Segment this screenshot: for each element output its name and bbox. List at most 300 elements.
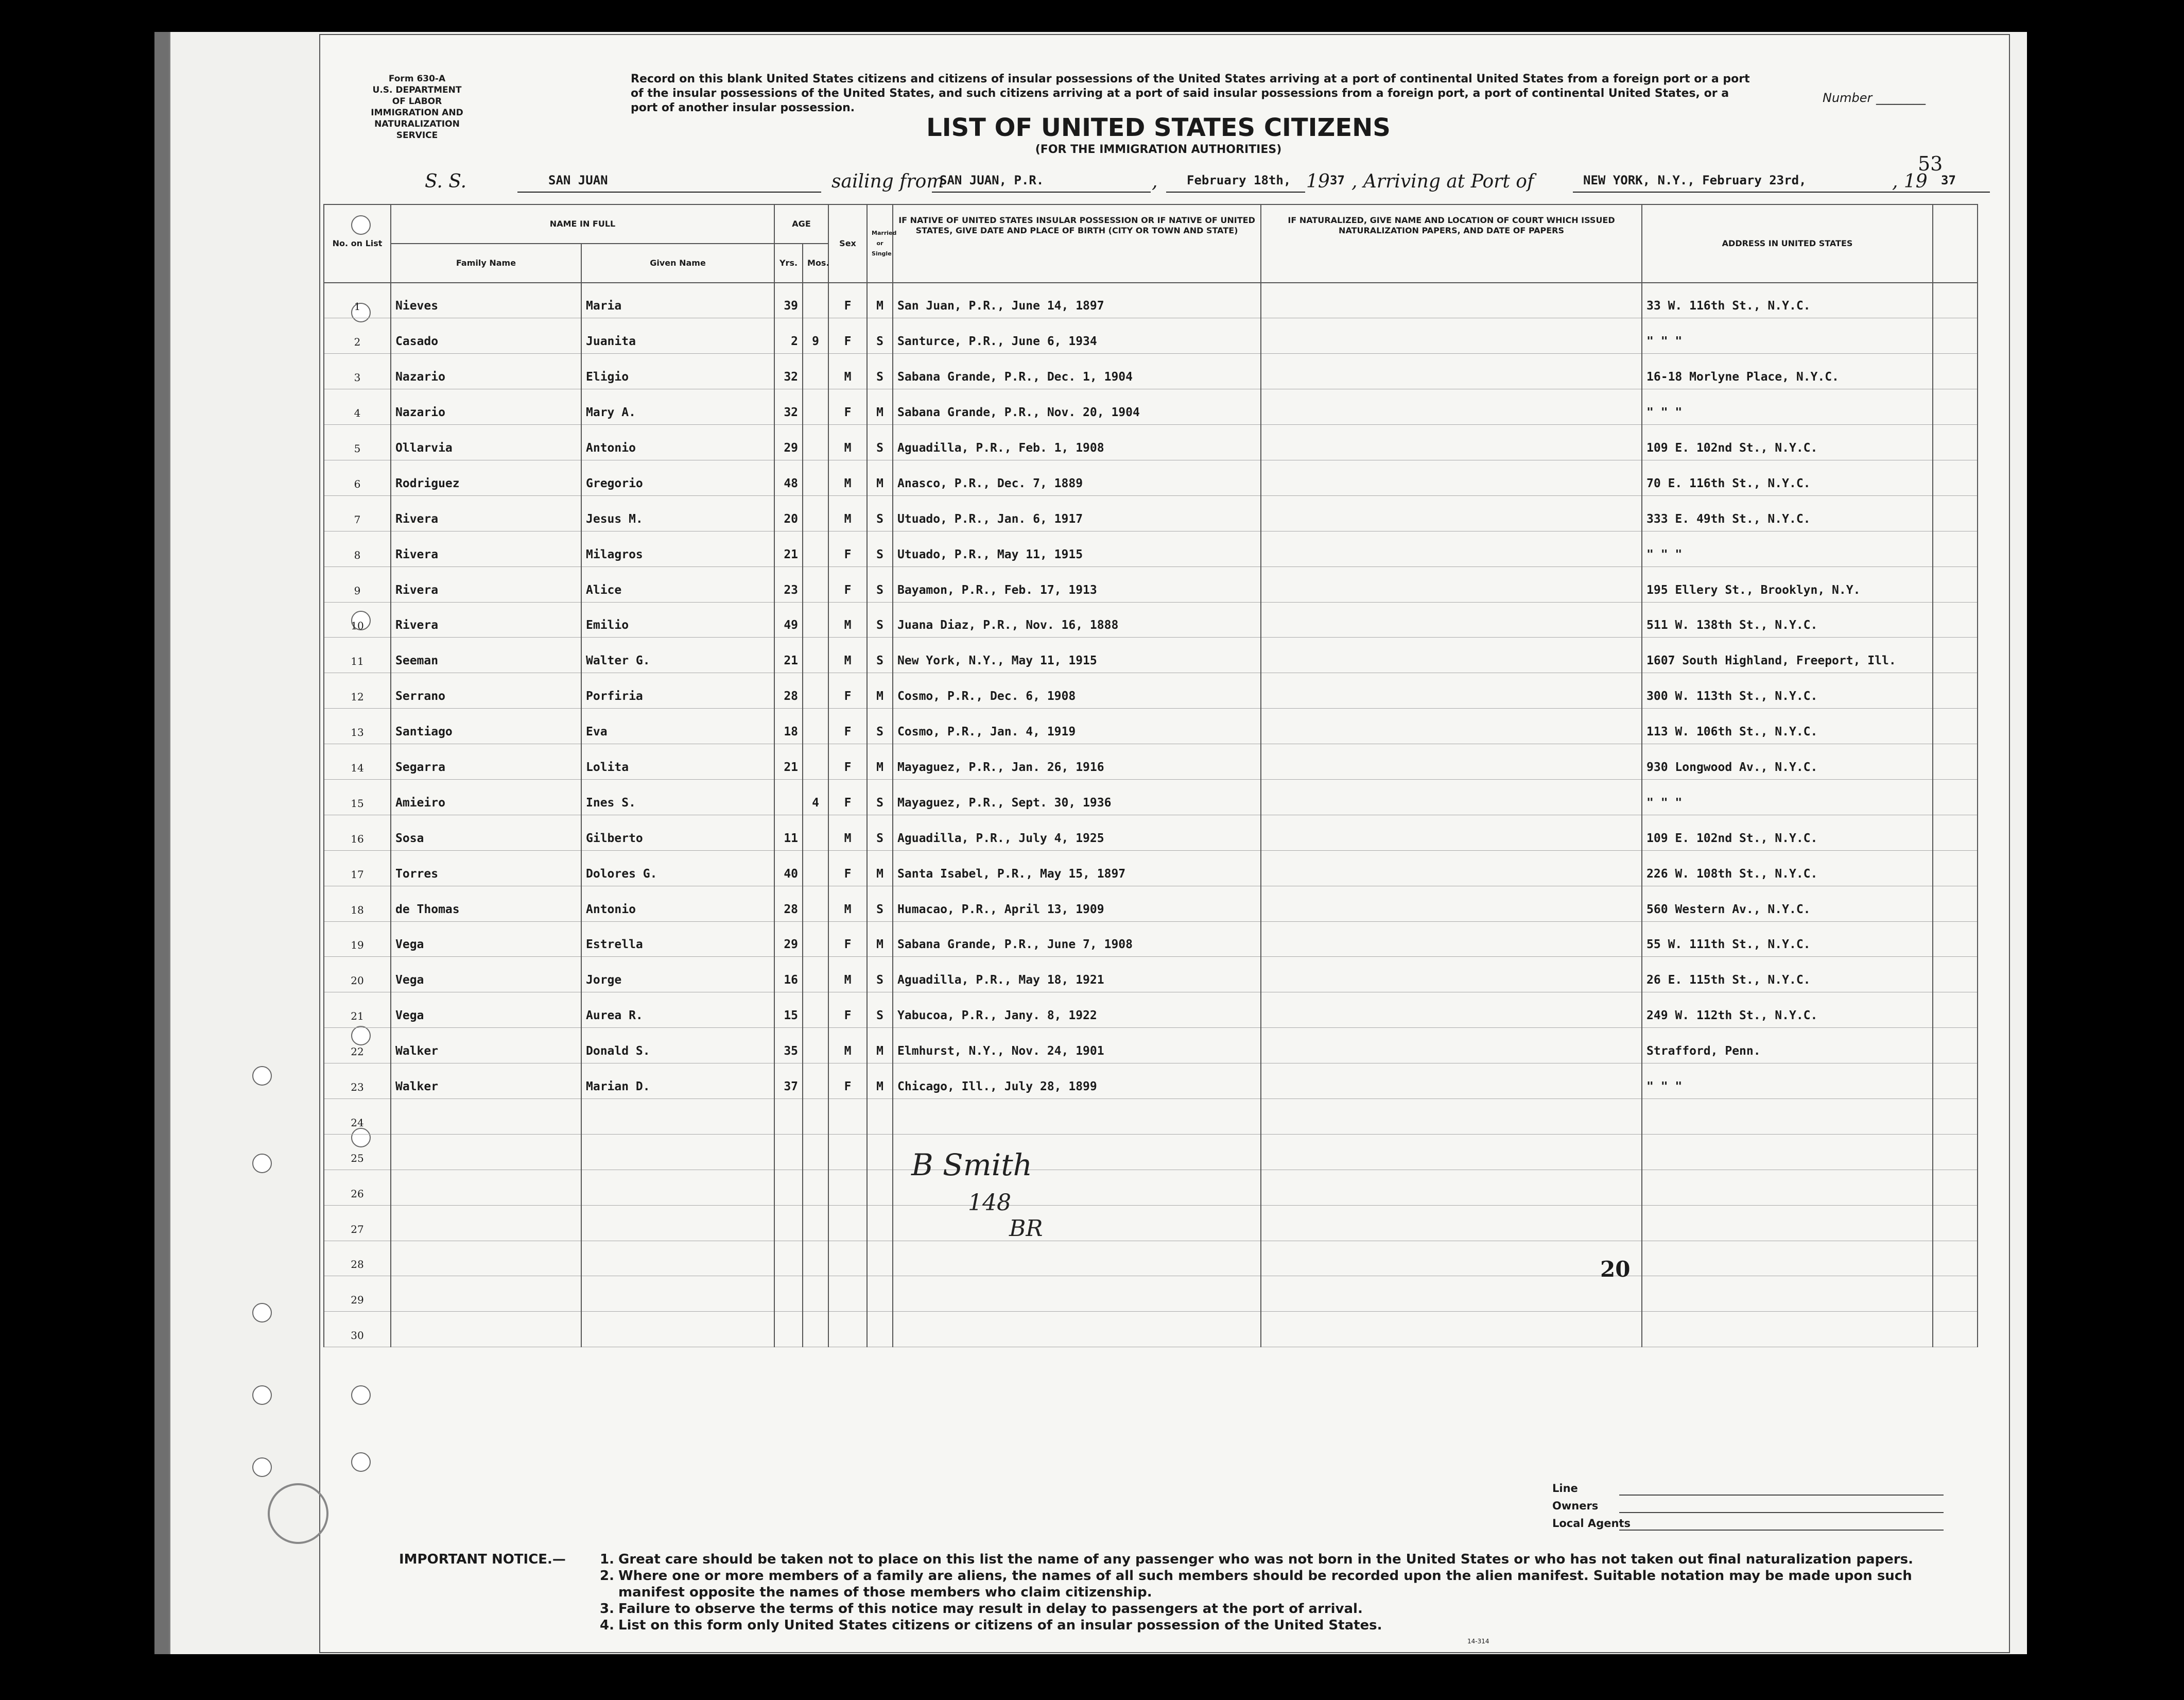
age-years: 39	[774, 283, 803, 318]
line-field	[1552, 1482, 1944, 1500]
blank-cell	[1933, 389, 1978, 425]
table-row	[324, 921, 1978, 957]
table-row	[324, 815, 1978, 850]
date-underline	[1166, 192, 1305, 193]
blank-cell	[1933, 1170, 1978, 1205]
address: 1607 South Highland, Freeport, Ill.	[1642, 638, 1933, 673]
naturalization	[1261, 495, 1642, 531]
marital-status: S	[867, 779, 893, 815]
naturalization	[1261, 815, 1642, 850]
address: 33 W. 116th St., N.Y.C.	[1642, 283, 1933, 318]
family-name: Rivera	[391, 531, 581, 566]
address	[1642, 1205, 1933, 1241]
age-months	[803, 1098, 828, 1134]
age-months	[803, 744, 828, 780]
age-months	[803, 886, 828, 921]
address: 511 W. 138th St., N.Y.C.	[1642, 602, 1933, 638]
comma: ,	[1152, 171, 1158, 192]
marital-status: M	[867, 744, 893, 780]
blank-cell	[1933, 531, 1978, 566]
address: " " "	[1642, 531, 1933, 566]
family-name	[391, 1098, 581, 1134]
marital-status: S	[867, 495, 893, 531]
age-months	[803, 566, 828, 602]
blank-cell	[1933, 425, 1978, 460]
col-header-mos: Mos.	[803, 244, 828, 283]
owners-field	[1552, 1500, 1944, 1517]
ship-name: SAN JUAN	[548, 173, 608, 187]
table-row	[324, 495, 1978, 531]
naturalization	[1261, 531, 1642, 566]
given-name: Jorge	[581, 957, 774, 992]
blank-cell	[1933, 815, 1978, 850]
form-code: 14-314	[1467, 1638, 1489, 1645]
notice-item	[600, 1601, 1959, 1617]
marital-status: M	[867, 389, 893, 425]
notice-item	[600, 1551, 1959, 1568]
birthplace: Mayaguez, P.R., Jan. 26, 1916	[893, 744, 1261, 780]
given-name: Antonio	[581, 886, 774, 921]
age-months	[803, 425, 828, 460]
age-years: 21	[774, 638, 803, 673]
sex	[828, 1312, 867, 1347]
table-row	[324, 850, 1978, 886]
owners-rule	[1619, 1512, 1944, 1513]
sex: F	[828, 744, 867, 780]
departure-date: February 18th,	[1187, 173, 1291, 187]
family-name: Santiago	[391, 709, 581, 744]
naturalization	[1261, 1098, 1642, 1134]
sex: F	[828, 921, 867, 957]
naturalization	[1261, 602, 1642, 638]
form-identifier	[366, 73, 469, 141]
address: 16-18 Morlyne Place, N.Y.C.	[1642, 354, 1933, 389]
birthplace	[893, 1276, 1261, 1312]
birthplace	[893, 1241, 1261, 1276]
row-number: 24	[324, 1098, 391, 1134]
birthplace: Utuado, P.R., May 11, 1915	[893, 531, 1261, 566]
address	[1642, 1098, 1933, 1134]
address: 930 Longwood Av., N.Y.C.	[1642, 744, 1933, 780]
departure-port: SAN JUAN, P.R.	[940, 173, 1044, 187]
birthplace: Bayamon, P.R., Feb. 17, 1913	[893, 566, 1261, 602]
address	[1642, 1170, 1933, 1205]
given-name: Walter G.	[581, 638, 774, 673]
page-subtitle: (FOR THE IMMIGRATION AUTHORITIES)	[1035, 143, 1282, 156]
row-number: 18	[324, 886, 391, 921]
address: Strafford, Penn.	[1642, 1028, 1933, 1063]
row-number: 22	[324, 1028, 391, 1063]
birthplace: San Juan, P.R., June 14, 1897	[893, 283, 1261, 318]
year-label: 19	[1306, 171, 1330, 192]
row-number: 11	[324, 638, 391, 673]
birthplace: Chicago, Ill., July 28, 1899	[893, 1063, 1261, 1099]
birthplace: Sabana Grande, P.R., June 7, 1908	[893, 921, 1261, 957]
naturalization	[1261, 283, 1642, 318]
birthplace: Santa Isabel, P.R., May 15, 1897	[893, 850, 1261, 886]
given-name: Estrella	[581, 921, 774, 957]
age-years: 15	[774, 992, 803, 1028]
punch-hole	[252, 1066, 272, 1086]
address	[1642, 1241, 1933, 1276]
age-months	[803, 815, 828, 850]
given-name: Jesus M.	[581, 495, 774, 531]
age-months	[803, 460, 828, 495]
family-name	[391, 1134, 581, 1170]
given-name: Dolores G.	[581, 850, 774, 886]
page-count: 20	[1600, 1257, 1631, 1282]
age-months	[803, 1205, 828, 1241]
address: 333 E. 49th St., N.Y.C.	[1642, 495, 1933, 531]
age-months	[803, 1241, 828, 1276]
marital-status	[867, 1134, 893, 1170]
given-name: Gregorio	[581, 460, 774, 495]
blank-cell	[1933, 850, 1978, 886]
sex	[828, 1205, 867, 1241]
row-number: 16	[324, 815, 391, 850]
age-years	[774, 1276, 803, 1312]
marital-status	[867, 1170, 893, 1205]
ship-underline	[517, 192, 821, 193]
table-row	[324, 744, 1978, 780]
family-name: de Thomas	[391, 886, 581, 921]
marital-status: M	[867, 460, 893, 495]
address: 113 W. 106th St., N.Y.C.	[1642, 709, 1933, 744]
given-name: Marian D.	[581, 1063, 774, 1099]
row-number: 6	[324, 460, 391, 495]
family-name: Serrano	[391, 673, 581, 709]
table-row	[324, 673, 1978, 709]
age-months	[803, 1134, 828, 1170]
naturalization	[1261, 1276, 1642, 1312]
local-agents-label: Local Agents	[1552, 1517, 1631, 1530]
naturalization	[1261, 566, 1642, 602]
sex: M	[828, 815, 867, 850]
birthplace: Humacao, P.R., April 13, 1909	[893, 886, 1261, 921]
handwritten-count: 148	[968, 1190, 1011, 1216]
age-years: 29	[774, 425, 803, 460]
blank-cell	[1933, 1063, 1978, 1099]
sex: M	[828, 495, 867, 531]
row-number: 19	[324, 921, 391, 957]
age-months	[803, 921, 828, 957]
marital-status: M	[867, 283, 893, 318]
table-row	[324, 389, 1978, 425]
naturalization	[1261, 709, 1642, 744]
notice-item	[600, 1568, 1959, 1601]
table-row	[324, 531, 1978, 566]
naturalization	[1261, 673, 1642, 709]
col-header-age: AGE	[774, 204, 828, 244]
handwritten-initials: BR	[1009, 1215, 1043, 1242]
row-number: 4	[324, 389, 391, 425]
age-years: 49	[774, 602, 803, 638]
birthplace: Mayaguez, P.R., Sept. 30, 1936	[893, 779, 1261, 815]
age-years: 32	[774, 389, 803, 425]
line-label: Line	[1552, 1482, 1578, 1495]
sex: F	[828, 389, 867, 425]
punch-hole	[351, 1452, 371, 1472]
family-name: Rodriguez	[391, 460, 581, 495]
address: 26 E. 115th St., N.Y.C.	[1642, 957, 1933, 992]
naturalization	[1261, 744, 1642, 780]
age-years: 21	[774, 531, 803, 566]
voyage-line	[425, 171, 1995, 196]
age-years: 16	[774, 957, 803, 992]
table-row	[324, 283, 1978, 318]
row-number: 10	[324, 602, 391, 638]
naturalization	[1261, 1205, 1642, 1241]
family-name: Casado	[391, 318, 581, 354]
blank-cell	[1933, 354, 1978, 389]
family-name: Rivera	[391, 602, 581, 638]
address: " " "	[1642, 779, 1933, 815]
age-years	[774, 1312, 803, 1347]
arrival-port-date: NEW YORK, N.Y., February 23rd,	[1583, 173, 1807, 187]
blank-cell	[1933, 566, 1978, 602]
record-instructions: Record on this blank United States citizens and citizens of insular possessions of the United States arriving at a port of continental United States from a foreign port or a port of the insular possessions of the United States, and such citizens arriving at a port of said insular possessions from a foreign port, a port of continental United States, or a port of another insular possession.	[631, 73, 1750, 114]
blank-cell	[1933, 957, 1978, 992]
age-years: 37	[774, 1063, 803, 1099]
table-row	[324, 638, 1978, 673]
given-name: Lolita	[581, 744, 774, 780]
age-years: 28	[774, 673, 803, 709]
naturalization	[1261, 1134, 1642, 1170]
naturalization	[1261, 389, 1642, 425]
age-years: 40	[774, 850, 803, 886]
blank-cell	[1933, 1028, 1978, 1063]
notice-num: 1.	[600, 1552, 614, 1567]
table-row	[324, 1170, 1978, 1205]
col-header-address: ADDRESS IN UNITED STATES	[1642, 204, 1933, 283]
marital-status: S	[867, 531, 893, 566]
address	[1642, 1134, 1933, 1170]
row-number: 27	[324, 1205, 391, 1241]
age-months	[803, 1276, 828, 1312]
family-name: Nazario	[391, 389, 581, 425]
age-months	[803, 602, 828, 638]
age-months	[803, 638, 828, 673]
marital-status: M	[867, 1028, 893, 1063]
table-row	[324, 1205, 1978, 1241]
given-name: Donald S.	[581, 1028, 774, 1063]
row-number: 30	[324, 1312, 391, 1347]
given-name	[581, 1134, 774, 1170]
blank-cell	[1933, 709, 1978, 744]
notice-item	[600, 1617, 1959, 1634]
arrival-year: 37	[1941, 173, 1956, 187]
table-row	[324, 1312, 1978, 1347]
sailing-label: sailing from	[831, 171, 944, 192]
address: 55 W. 111th St., N.Y.C.	[1642, 921, 1933, 957]
blank-cell	[1933, 1276, 1978, 1312]
address: " " "	[1642, 1063, 1933, 1099]
age-years: 2	[774, 318, 803, 354]
sex: F	[828, 709, 867, 744]
notice-text: Failure to observe the terms of this notice may result in delay to passengers at the port of arrival.	[618, 1601, 1363, 1617]
blank-cell	[1933, 673, 1978, 709]
birthplace: Aguadilla, P.R., May 18, 1921	[893, 957, 1261, 992]
address: " " "	[1642, 318, 1933, 354]
marital-status: S	[867, 638, 893, 673]
punch-hole	[252, 1154, 272, 1173]
notice-text: List on this form only United States citizens or citizens of an insular possession of the United States.	[618, 1618, 1382, 1633]
blank-cell	[1933, 779, 1978, 815]
blank-cell	[1933, 921, 1978, 957]
given-name: Porfiria	[581, 673, 774, 709]
naturalization	[1261, 1241, 1642, 1276]
given-name: Maria	[581, 283, 774, 318]
table-row	[324, 886, 1978, 921]
handwritten-signature: B Smith	[911, 1147, 1033, 1182]
blank-cell	[1933, 460, 1978, 495]
naturalization	[1261, 1028, 1642, 1063]
age-years: 48	[774, 460, 803, 495]
birthplace	[893, 1312, 1261, 1347]
age-months	[803, 531, 828, 566]
age-months	[803, 992, 828, 1028]
owners-label: Owners	[1552, 1500, 1599, 1512]
address: 300 W. 113th St., N.Y.C.	[1642, 673, 1933, 709]
marital-status: S	[867, 992, 893, 1028]
notice-text: Great care should be taken not to place on this list the name of any passenger who was not born in the United States or who has not taken out final naturalization papers.	[618, 1552, 1913, 1567]
sex: M	[828, 886, 867, 921]
page-number: 53	[1918, 152, 1943, 175]
col-header-name: NAME IN FULL	[391, 204, 774, 244]
given-name: Ines S.	[581, 779, 774, 815]
row-number: 9	[324, 566, 391, 602]
marital-status: M	[867, 1063, 893, 1099]
row-number: 13	[324, 709, 391, 744]
naturalization	[1261, 318, 1642, 354]
sex: M	[828, 1028, 867, 1063]
age-years: 21	[774, 744, 803, 780]
sex	[828, 1170, 867, 1205]
marital-status: S	[867, 815, 893, 850]
age-years	[774, 1134, 803, 1170]
given-name	[581, 1205, 774, 1241]
table-row	[324, 602, 1978, 638]
blank-cell	[1933, 886, 1978, 921]
age-years: 23	[774, 566, 803, 602]
age-years: 32	[774, 354, 803, 389]
birthplace: Cosmo, P.R., Dec. 6, 1908	[893, 673, 1261, 709]
given-name	[581, 1241, 774, 1276]
col-header-married: Married or Single	[867, 204, 893, 283]
family-name: Segarra	[391, 744, 581, 780]
naturalization	[1261, 1312, 1642, 1347]
local-agents-field	[1552, 1517, 1944, 1535]
row-number: 14	[324, 744, 391, 780]
age-months	[803, 495, 828, 531]
table-row	[324, 779, 1978, 815]
row-number: 15	[324, 779, 391, 815]
table-row	[324, 566, 1978, 602]
age-months: 9	[803, 318, 828, 354]
arriving-label: , Arriving at Port of	[1351, 171, 1534, 192]
age-months	[803, 1063, 828, 1099]
year-label-2: , 19	[1892, 171, 1928, 192]
given-name: Milagros	[581, 531, 774, 566]
marital-status: S	[867, 709, 893, 744]
row-number: 17	[324, 850, 391, 886]
family-name	[391, 1276, 581, 1312]
birthplace: Elmhurst, N.Y., Nov. 24, 1901	[893, 1028, 1261, 1063]
page-title: LIST OF UNITED STATES CITIZENS	[926, 113, 1391, 142]
marital-status: M	[867, 850, 893, 886]
line-rule	[1619, 1495, 1944, 1496]
blank-cell	[1933, 1312, 1978, 1347]
form-number: Form 630-A	[388, 74, 446, 84]
birthplace: Yabucoa, P.R., Jany. 8, 1922	[893, 992, 1261, 1028]
given-name	[581, 1276, 774, 1312]
sex	[828, 1241, 867, 1276]
table-row	[324, 425, 1978, 460]
table-row	[324, 957, 1978, 992]
marital-status	[867, 1098, 893, 1134]
blank-cell	[1933, 744, 1978, 780]
col-header-blank	[1933, 204, 1978, 283]
address: 109 E. 102nd St., N.Y.C.	[1642, 815, 1933, 850]
sex: M	[828, 957, 867, 992]
col-header-birthplace: IF NATIVE OF UNITED STATES INSULAR POSSESSION OR IF NATIVE OF UNITED STATES, GIVE DATE AND PLACE OF BIRTH (CITY OR TOWN AND STATE)	[893, 204, 1261, 283]
naturalization	[1261, 354, 1642, 389]
age-months: 4	[803, 779, 828, 815]
marital-status: M	[867, 673, 893, 709]
sex: F	[828, 318, 867, 354]
punch-hole	[351, 1385, 371, 1405]
given-name: Antonio	[581, 425, 774, 460]
naturalization	[1261, 460, 1642, 495]
age-years: 18	[774, 709, 803, 744]
row-number: 7	[324, 495, 391, 531]
family-name	[391, 1205, 581, 1241]
table-row	[324, 992, 1978, 1028]
birthplace: Anasco, P.R., Dec. 7, 1889	[893, 460, 1261, 495]
family-name: Seeman	[391, 638, 581, 673]
row-number: 5	[324, 425, 391, 460]
age-years	[774, 1205, 803, 1241]
marital-status: S	[867, 957, 893, 992]
family-name: Torres	[391, 850, 581, 886]
marital-status	[867, 1241, 893, 1276]
col-header-naturalized: IF NATURALIZED, GIVE NAME AND LOCATION OF COURT WHICH ISSUED NATURALIZATION PAPERS, AND DATE OF PAPERS	[1261, 204, 1642, 283]
family-name: Nazario	[391, 354, 581, 389]
address: 109 E. 102nd St., N.Y.C.	[1642, 425, 1933, 460]
family-name	[391, 1241, 581, 1276]
sex: F	[828, 779, 867, 815]
age-months	[803, 957, 828, 992]
blank-cell	[1933, 992, 1978, 1028]
sex: F	[828, 283, 867, 318]
marital-status: S	[867, 566, 893, 602]
row-number: 8	[324, 531, 391, 566]
family-name: Vega	[391, 957, 581, 992]
notice-heading: IMPORTANT NOTICE.—	[399, 1552, 566, 1567]
sex: F	[828, 673, 867, 709]
col-header-sex: Sex	[828, 204, 867, 283]
marital-status: S	[867, 425, 893, 460]
birthplace: Sabana Grande, P.R., Dec. 1, 1904	[893, 354, 1261, 389]
family-name: Rivera	[391, 495, 581, 531]
naturalization	[1261, 921, 1642, 957]
row-number: 29	[324, 1276, 391, 1312]
age-years: 20	[774, 495, 803, 531]
family-name	[391, 1312, 581, 1347]
age-months	[803, 1170, 828, 1205]
ss-label: S. S.	[425, 171, 467, 192]
table-row	[324, 1063, 1978, 1099]
